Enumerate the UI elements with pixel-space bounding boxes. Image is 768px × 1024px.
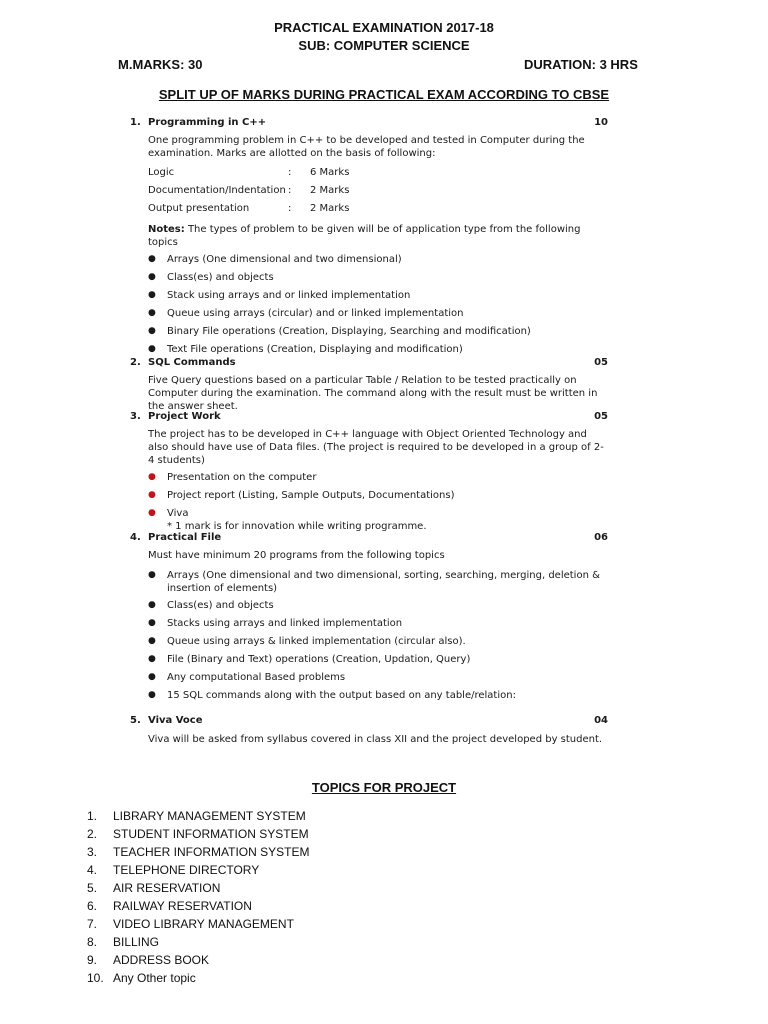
section-3-marks: 05 <box>594 411 608 422</box>
section-1-title: Programming in C++ <box>148 117 267 128</box>
list-item <box>148 325 608 343</box>
section-1-marks: 10 <box>594 117 608 128</box>
bullet-icon: ● <box>148 636 156 646</box>
section-sql <box>130 356 608 413</box>
list-item <box>148 489 608 507</box>
list-item-text: Any computational Based problems <box>167 672 346 683</box>
section-programming <box>130 116 608 361</box>
topic-text: TEACHER INFORMATION SYSTEM <box>113 845 310 859</box>
topic-item <box>87 845 309 863</box>
topic-item <box>87 827 309 845</box>
section-viva-voce <box>130 714 608 746</box>
section-3-description: The project has to be developed in C++ language with Object Oriented Technology and also should have use of Data files. (The project is required to be developed in a group of 2-4 students) <box>148 429 604 466</box>
section-1-number: 1. <box>130 117 141 128</box>
marks-row-value: 2 Marks <box>310 184 350 196</box>
list-item-text: Queue using arrays (circular) and or linked implementation <box>167 308 464 319</box>
list-item-text: Stack using arrays and or linked implementation <box>167 290 411 301</box>
topic-item <box>87 899 252 917</box>
section-5-title: Viva Voce <box>148 715 203 726</box>
topic-item <box>87 971 196 989</box>
marks-row <box>148 199 608 217</box>
topic-number: 2. <box>87 827 98 841</box>
section-practical-file <box>130 531 608 707</box>
bullet-icon: ● <box>148 570 156 580</box>
section-3-title: Project Work <box>148 411 221 422</box>
list-item-text: Presentation on the computer <box>167 472 317 483</box>
section-3-list <box>130 471 608 533</box>
topic-text: LIBRARY MANAGEMENT SYSTEM <box>113 809 306 823</box>
bullet-icon: ● <box>148 672 156 682</box>
list-item-text: Text File operations (Creation, Displaying and modification) <box>167 344 463 355</box>
section-2-title: SQL Commands <box>148 357 236 368</box>
list-item <box>148 635 608 653</box>
marks-row-colon: : <box>288 184 292 196</box>
bullet-icon: ● <box>148 600 156 610</box>
list-item <box>148 599 608 617</box>
marks-row <box>148 181 608 199</box>
section-1-topic-list <box>130 253 608 361</box>
list-item-text: Queue using arrays & linked implementation (circular also). <box>167 636 466 647</box>
topic-item <box>87 917 294 935</box>
bullet-icon: ● <box>148 490 156 500</box>
section-project-work <box>130 410 608 533</box>
section-5-description: Viva will be asked from syllabus covered in class XII and the project developed by student. <box>148 734 603 745</box>
marks-row <box>148 163 608 181</box>
list-item <box>148 671 608 689</box>
marks-row-value: 2 Marks <box>310 202 350 214</box>
section-4-title: Practical File <box>148 532 222 543</box>
topic-text: VIDEO LIBRARY MANAGEMENT <box>113 917 294 931</box>
bullet-icon: ● <box>148 618 156 628</box>
section-3-number: 3. <box>130 411 141 422</box>
max-marks: M.MARKS: 30 <box>118 57 203 72</box>
topic-number: 4. <box>87 863 98 877</box>
notes-text: The types of problem to be given will be of application type from the following topics <box>148 224 581 248</box>
split-up-heading-text: SPLIT UP OF MARKS DURING PRACTICAL EXAM ACCORDING TO CBSE <box>158 87 610 102</box>
marks-row-label: Output presentation <box>148 202 250 214</box>
list-item-text: Viva <box>167 508 189 519</box>
duration: DURATION: 3 HRS <box>524 57 638 72</box>
section-4-description: Must have minimum 20 programs from the following topics <box>148 550 445 561</box>
list-item-text: Class(es) and objects <box>167 272 274 283</box>
section-1-description: One programming problem in C++ to be developed and tested in Computer during the examination. Marks are allotted on the basis of following: <box>148 135 585 159</box>
split-up-heading <box>0 87 768 102</box>
bullet-icon: ● <box>148 344 156 354</box>
topic-number: 9. <box>87 953 98 967</box>
list-item <box>148 307 608 325</box>
list-item <box>148 507 608 520</box>
marks-row-value: 6 Marks <box>310 166 350 178</box>
section-3-footnote: * 1 mark is for innovation while writing programme. <box>167 521 427 532</box>
section-2-number: 2. <box>130 357 141 368</box>
topic-number: 3. <box>87 845 98 859</box>
topic-text: ADDRESS BOOK <box>113 953 210 967</box>
topic-number: 5. <box>87 881 98 895</box>
marks-table <box>130 163 608 217</box>
section-4-marks: 06 <box>594 532 608 543</box>
list-item-text: Binary File operations (Creation, Displaying, Searching and modification) <box>167 326 531 337</box>
topic-number: 6. <box>87 899 98 913</box>
section-4-title-row <box>130 531 608 544</box>
topics-heading-text: TOPICS FOR PROJECT <box>311 780 457 795</box>
topic-text: Any Other topic <box>113 971 196 985</box>
list-item <box>148 617 608 635</box>
topic-number: 1. <box>87 809 98 823</box>
marks-row-colon: : <box>288 166 292 178</box>
bullet-icon: ● <box>148 272 156 282</box>
topic-text: AIR RESERVATION <box>113 881 221 895</box>
list-item <box>148 271 608 289</box>
bullet-icon: ● <box>148 654 156 664</box>
marks-row-colon: : <box>288 202 292 214</box>
section-5-title-row <box>130 714 608 727</box>
list-item <box>148 289 608 307</box>
list-item-text: Arrays (One dimensional and two dimensional) <box>167 254 402 265</box>
section-4-number: 4. <box>130 532 141 543</box>
marks-row-label: Documentation/Indentation <box>148 184 286 196</box>
topics-heading <box>0 780 768 795</box>
topic-text: BILLING <box>113 935 160 949</box>
section-2-title-row <box>130 356 608 369</box>
topic-text: STUDENT INFORMATION SYSTEM <box>113 827 309 841</box>
topic-text: TELEPHONE DIRECTORY <box>113 863 260 877</box>
exam-title: PRACTICAL EXAMINATION 2017-18 <box>274 20 494 35</box>
bullet-icon: ● <box>148 290 156 300</box>
section-5-number: 5. <box>130 715 141 726</box>
bullet-icon: ● <box>148 690 156 700</box>
list-item-text: Class(es) and objects <box>167 600 274 611</box>
list-item-text: File (Binary and Text) operations (Creation, Updation, Query) <box>167 654 471 665</box>
bullet-icon: ● <box>148 308 156 318</box>
list-item-text: Arrays (One dimensional and two dimensional, sorting, searching, merging, deletion & insertion of elements) <box>167 570 600 594</box>
topic-item <box>87 881 220 899</box>
section-1-notes <box>148 223 608 249</box>
topic-number: 8. <box>87 935 98 949</box>
subject-line: SUB: COMPUTER SCIENCE <box>298 38 470 53</box>
list-item-text: Stacks using arrays and linked implementation <box>167 618 403 629</box>
topic-item <box>87 935 159 953</box>
bullet-icon: ● <box>148 508 156 518</box>
bullet-icon: ● <box>148 326 156 336</box>
list-item-text: Project report (Listing, Sample Outputs, Documentations) <box>167 490 455 501</box>
section-4-list <box>130 569 608 707</box>
section-5-marks: 04 <box>594 715 608 726</box>
bullet-icon: ● <box>148 472 156 482</box>
topic-number: 7. <box>87 917 98 931</box>
list-item <box>148 471 608 489</box>
notes-label: Notes: <box>148 224 185 235</box>
list-item-text: 15 SQL commands along with the output based on any table/relation: <box>167 690 516 701</box>
topic-text: RAILWAY RESERVATION <box>113 899 252 913</box>
list-item <box>148 653 608 671</box>
list-item <box>148 253 608 271</box>
marks-row-label: Logic <box>148 166 175 178</box>
section-2-marks: 05 <box>594 357 608 368</box>
section-3-title-row <box>130 410 608 423</box>
list-item <box>148 569 608 595</box>
topic-item <box>87 809 306 827</box>
topic-item <box>87 953 209 971</box>
section-1-title-row <box>130 116 608 129</box>
section-2-description: Five Query questions based on a particular Table / Relation to be tested practically on Computer during the examination. The command along with the result must be written in the answer sheet. <box>148 375 598 412</box>
topic-number: 10. <box>87 971 104 985</box>
bullet-icon: ● <box>148 254 156 264</box>
list-item <box>148 689 608 707</box>
topic-item <box>87 863 259 881</box>
